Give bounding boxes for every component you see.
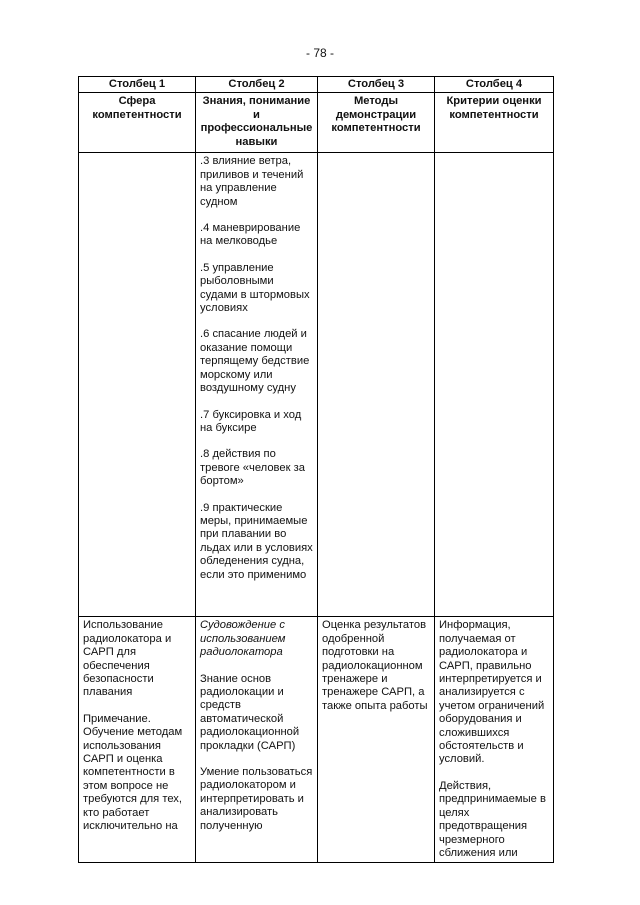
row1-col2 (196, 153, 318, 617)
row1-col3 (318, 153, 435, 617)
row2-col4 (435, 617, 554, 863)
row2-col3 (318, 617, 435, 863)
row1-col1 (79, 153, 196, 617)
table-row (79, 153, 554, 617)
column-header-1: Сфера компетентности (79, 93, 196, 153)
list-item: .6 спасание людей и оказание помощи терпящему бедствие морскому или воздушному судну (200, 328, 310, 395)
knowledge-text: Знание основ радиолокации и средств автоматической радиолокационной прокладки (САРП) (200, 672, 300, 752)
column-number-1: Столбец 1 (79, 77, 196, 93)
column-number-4: Столбец 4 (435, 77, 554, 93)
column-header-row (79, 93, 554, 153)
list-item: .3 влияние ветра, приливов и течений на управление судном (200, 155, 304, 208)
section-title: Судовождение с использованием радиолокатора (200, 619, 286, 659)
table-row (79, 617, 554, 863)
list-item: .5 управление рыболовными судами в штормовых условиях (200, 261, 310, 315)
skill-text: Умение пользоваться радиолокатором и интерпретировать и анализировать полученную (200, 766, 313, 832)
page-number: - 78 - (305, 46, 334, 60)
list-item: .8 действия по тревоге «человек за бортом» (200, 448, 305, 488)
row1-col4 (435, 153, 554, 617)
competence-table (78, 76, 554, 863)
column-header-2: Знания, понимание и профессиональные навыки (196, 93, 318, 153)
column-number-2: Столбец 2 (196, 77, 318, 93)
row2-col1 (79, 617, 196, 863)
list-item: .9 практические меры, принимаемые при плавании во льдах или в условиях обледенения судна, если это применимо (200, 501, 313, 581)
method-text: Оценка результатов одобренной подготовки на радиолокационном тренажере и тренажере САРП, а также опыта работы (322, 619, 428, 712)
criteria-text: Информация, получаемая от радиолокатора и САРП, правильно интерпретируется и анализируется с учетом ограничений оборудования и сложившихся обстоятельств и условий. (439, 619, 545, 766)
competence-area: Использование радиолокатора и САРП для обеспечения безопасности плавания (83, 619, 172, 699)
note-text: Примечание. Обучение методам использования САРП и оценка компетентности в этом вопросе не требуются для тех, кто работает исключительно на (83, 712, 183, 833)
column-number-3: Столбец 3 (318, 77, 435, 93)
column-number-row (79, 77, 554, 93)
column-header-3: Методы демонстрации компетентности (318, 93, 435, 153)
column-header-4: Критерии оценки компетентности (435, 93, 554, 153)
list-item: .7 буксировка и ход на буксире (200, 408, 302, 434)
criteria-text: Действия, предпринимаемые в целях предотвращения чрезмерного сближения или (439, 779, 546, 859)
row2-col2 (196, 617, 318, 863)
list-item: .4 маневрирование на мелководье (200, 222, 301, 248)
